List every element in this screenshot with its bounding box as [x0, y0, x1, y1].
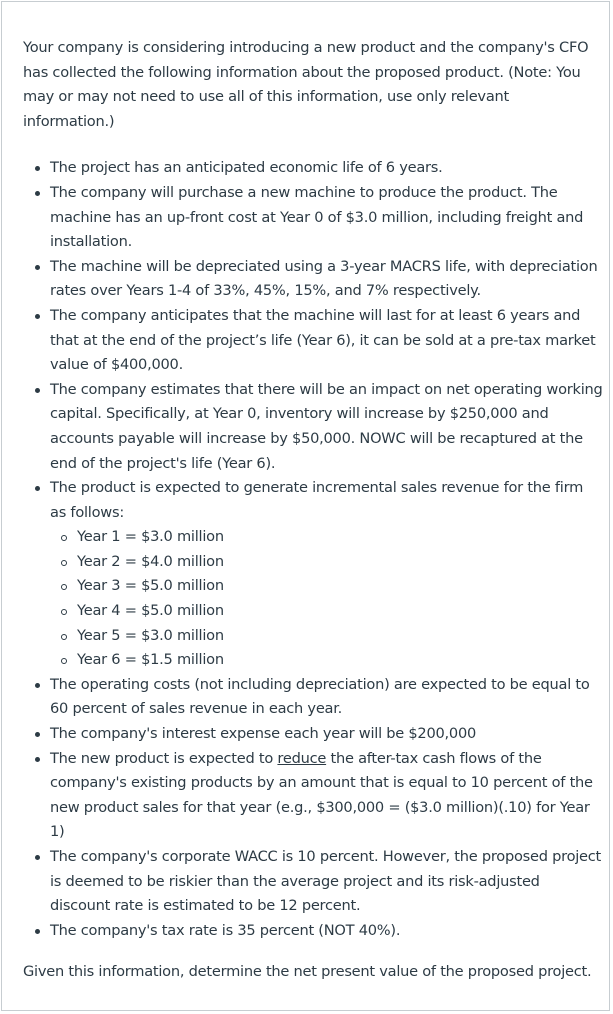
fact-sales-revenue: [50, 476, 603, 673]
reduce-emphasis: reduce: [277, 749, 327, 767]
intro-paragraph: Your company is considering introducing a new product and the company's CFO has collected the following information about the proposed product. (Note: You may or may not need to use all of this information, use only relevant information.): [23, 39, 589, 130]
sales-year-2: Year 2 = $4.0 million: [77, 550, 603, 575]
fact-machine-cost: The company will purchase a new machine to produce the product. The machine has an up-front cost at Year 0 of $3.0 million, including freight and installation.: [50, 181, 603, 255]
sales-year-1: Year 1 = $3.0 million: [77, 525, 603, 550]
fact-wacc: The company's corporate WACC is 10 percent. However, the proposed project is deemed to be riskier than the average project and its risk-adjusted discount rate is estimated to be 12 percent.: [50, 845, 603, 919]
fact-interest-expense: The company's interest expense each year will be $200,000: [50, 722, 603, 747]
sales-year-4: Year 4 = $5.0 million: [77, 599, 603, 624]
fact-operating-costs: The operating costs (not including depreciation) are expected to be equal to 60 percent of sales revenue in each year.: [50, 673, 603, 722]
fact-salvage-value: The company anticipates that the machine will last for at least 6 years and that at the end of the project’s life (Year 6), it can be sold at a pre-tax market value of $400,000.: [50, 304, 603, 378]
fact-economic-life: The project has an anticipated economic life of 6 years.: [50, 156, 603, 181]
sales-year-3: Year 3 = $5.0 million: [77, 574, 603, 599]
fact-tax-rate: The company's tax rate is 35 percent (NOT 40%).: [50, 919, 603, 944]
sales-year-5: Year 5 = $3.0 million: [77, 624, 603, 649]
fact-working-capital: The company estimates that there will be an impact on net operating working capital. Specifically, at Year 0, inventory will increase by $250,000 and accounts payable will increase by $50,000. NOWC will be recaptured at the end of the project's life (Year 6).: [50, 378, 603, 476]
question-prompt: Given this information, determine the net present value of the proposed project.: [23, 963, 592, 981]
sales-year-6: Year 6 = $1.5 million: [77, 648, 603, 673]
fact-depreciation: The machine will be depreciated using a 3-year MACRS life, with depreciation rates over Years 1-4 of 33%, 45%, 15%, and 7% respectively.: [50, 255, 603, 304]
sales-revenue-list: [50, 525, 603, 673]
fact-cannibalization: [50, 747, 603, 845]
question-panel: [1, 1, 610, 1011]
cannibalization-rest: the after-tax cash flows of the company's existing products by an amount that is equal to 10 percent of the new product sales for that year (e.g., $300,000 = ($3.0 million)(.10) for Year 1): [50, 749, 593, 841]
question-body: [23, 36, 603, 985]
sales-revenue-label: The product is expected to generate incremental sales revenue for the firm as follows:: [50, 479, 584, 521]
facts-list: [23, 156, 603, 943]
cannibalization-lead: The new product is expected to: [50, 749, 278, 767]
